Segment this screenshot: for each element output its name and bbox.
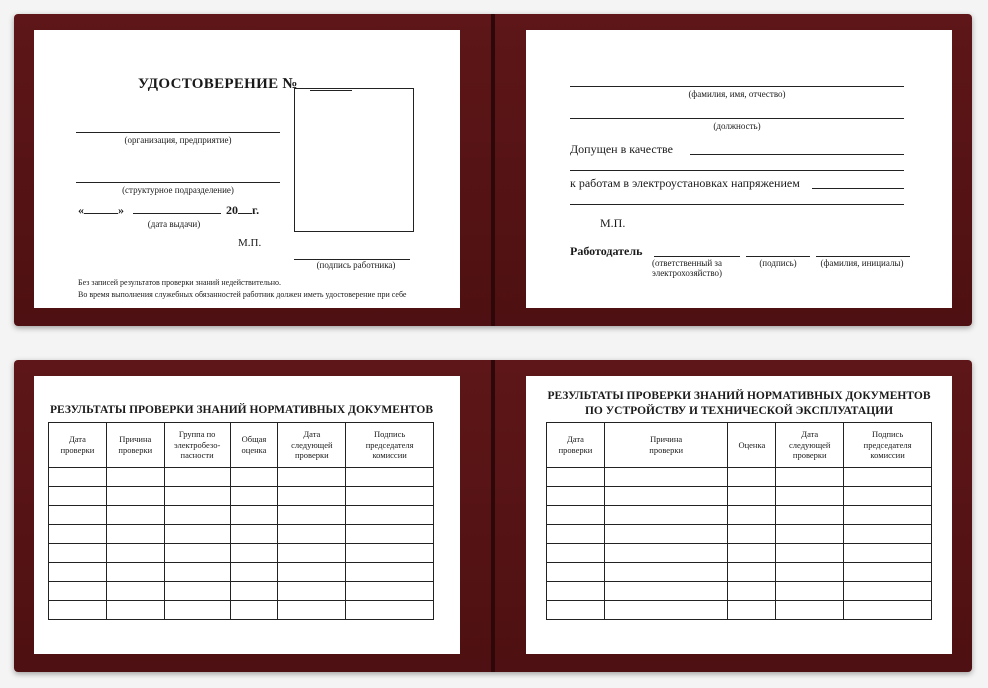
certificate-booklet-front bbox=[14, 14, 972, 326]
department-line bbox=[76, 182, 280, 183]
table-cell bbox=[728, 582, 776, 601]
organization-line bbox=[76, 132, 280, 133]
table-cell bbox=[278, 601, 346, 620]
table-row bbox=[547, 468, 932, 487]
table-cell bbox=[547, 544, 605, 563]
admitted-as-line bbox=[690, 154, 904, 155]
table-cell bbox=[106, 544, 164, 563]
issue-date-row bbox=[78, 203, 259, 218]
table-cell bbox=[844, 525, 932, 544]
table-cell bbox=[547, 468, 605, 487]
table-cell bbox=[278, 563, 346, 582]
table-row bbox=[49, 468, 434, 487]
table-row bbox=[547, 506, 932, 525]
issue-date-caption: (дата выдачи) bbox=[147, 219, 201, 229]
table-cell bbox=[49, 506, 107, 525]
table-cell bbox=[776, 487, 844, 506]
table-cell bbox=[106, 563, 164, 582]
table-cell bbox=[604, 487, 728, 506]
table-cell bbox=[844, 563, 932, 582]
department-caption: (структурное подразделение) bbox=[122, 185, 234, 195]
table-cell bbox=[604, 601, 728, 620]
table-row bbox=[49, 563, 434, 582]
voltage-line-2 bbox=[570, 204, 904, 205]
table-cell bbox=[230, 506, 278, 525]
table-cell bbox=[604, 563, 728, 582]
admitted-as-label: Допущен в качестве bbox=[570, 142, 673, 156]
table-row bbox=[49, 544, 434, 563]
table-row bbox=[49, 582, 434, 601]
table-cell bbox=[164, 582, 230, 601]
table-cell bbox=[844, 487, 932, 506]
employer-name-caption: (фамилия, инициалы) bbox=[820, 258, 904, 268]
table-cell bbox=[604, 468, 728, 487]
table-cell bbox=[230, 601, 278, 620]
table-cell bbox=[49, 563, 107, 582]
table-cell bbox=[346, 506, 434, 525]
table-cell bbox=[728, 544, 776, 563]
results-left-header-cell: Подпись председателя комиссии bbox=[346, 423, 434, 468]
table-row bbox=[49, 487, 434, 506]
table-cell bbox=[844, 468, 932, 487]
table-cell bbox=[106, 582, 164, 601]
table-cell bbox=[164, 487, 230, 506]
table-cell bbox=[844, 506, 932, 525]
table-cell bbox=[844, 601, 932, 620]
results-table-left bbox=[48, 422, 434, 620]
table-cell bbox=[547, 525, 605, 544]
results-table-right bbox=[546, 422, 932, 620]
admitted-as-line-2 bbox=[570, 170, 904, 171]
stamp-label-right: М.П. bbox=[600, 216, 626, 230]
worker-signature-caption: (подпись работника) bbox=[316, 260, 396, 270]
table-cell bbox=[164, 468, 230, 487]
certificate-details-page-right bbox=[526, 30, 952, 308]
table-cell bbox=[164, 601, 230, 620]
table-cell bbox=[278, 468, 346, 487]
results-left-header-cell: Дата следующей проверки bbox=[278, 423, 346, 468]
results-right-header-cell: Причина проверки bbox=[604, 423, 728, 468]
certificate-title: УДОСТОВЕРЕНИЕ № bbox=[138, 76, 298, 92]
day-blank bbox=[84, 213, 118, 214]
table-cell bbox=[230, 582, 278, 601]
table-cell bbox=[106, 468, 164, 487]
table-cell bbox=[278, 544, 346, 563]
table-row bbox=[547, 601, 932, 620]
month-blank bbox=[133, 213, 221, 214]
validity-note: Без записей результатов проверки знаний недействительно. bbox=[78, 278, 282, 287]
position-line bbox=[570, 118, 904, 119]
table-cell bbox=[346, 601, 434, 620]
table-cell bbox=[49, 468, 107, 487]
table-cell bbox=[49, 544, 107, 563]
stamp-label: М.П. bbox=[238, 237, 262, 249]
results-page-left bbox=[34, 376, 460, 654]
table-cell bbox=[230, 525, 278, 544]
results-right-header-row bbox=[547, 423, 932, 468]
table-cell bbox=[547, 563, 605, 582]
table-cell bbox=[278, 525, 346, 544]
certificate-booklet-inner bbox=[14, 360, 972, 672]
certificate-cover-page-left bbox=[34, 30, 460, 308]
table-row bbox=[547, 563, 932, 582]
table-cell bbox=[776, 506, 844, 525]
table-cell bbox=[547, 506, 605, 525]
table-cell bbox=[230, 544, 278, 563]
results-right-header-cell: Оценка bbox=[728, 423, 776, 468]
table-cell bbox=[776, 582, 844, 601]
table-cell bbox=[106, 525, 164, 544]
voltage-work-label: к работам в электроустановках напряжением bbox=[570, 176, 800, 190]
table-cell bbox=[728, 601, 776, 620]
results-right-header-cell: Подпись председателя комиссии bbox=[844, 423, 932, 468]
table-cell bbox=[278, 487, 346, 506]
results-left-header-cell: Дата проверки bbox=[49, 423, 107, 468]
table-row bbox=[547, 582, 932, 601]
table-cell bbox=[604, 506, 728, 525]
table-cell bbox=[844, 544, 932, 563]
results-title-left: РЕЗУЛЬТАТЫ ПРОВЕРКИ ЗНАНИЙ НОРМАТИВНЫХ ДОКУМЕНТОВ bbox=[50, 404, 434, 416]
table-cell bbox=[547, 487, 605, 506]
responsible-caption: (ответственный за электрохозяйство) bbox=[652, 258, 723, 278]
table-cell bbox=[49, 582, 107, 601]
table-cell bbox=[728, 506, 776, 525]
table-cell bbox=[604, 544, 728, 563]
table-cell bbox=[776, 525, 844, 544]
table-cell bbox=[164, 544, 230, 563]
table-cell bbox=[278, 506, 346, 525]
table-cell bbox=[346, 544, 434, 563]
booklet-spine-2 bbox=[491, 360, 495, 672]
results-left-header-cell: Общая оценка bbox=[230, 423, 278, 468]
table-cell bbox=[776, 563, 844, 582]
table-cell bbox=[346, 468, 434, 487]
employer-signature-caption: (подпись) bbox=[759, 258, 797, 268]
photo-placeholder bbox=[294, 88, 414, 232]
table-cell bbox=[49, 487, 107, 506]
year-suffix: г. bbox=[252, 203, 260, 217]
table-cell bbox=[346, 582, 434, 601]
table-cell bbox=[776, 601, 844, 620]
table-cell bbox=[106, 601, 164, 620]
table-cell bbox=[346, 525, 434, 544]
table-cell bbox=[164, 563, 230, 582]
table-row bbox=[547, 487, 932, 506]
table-cell bbox=[49, 525, 107, 544]
table-cell bbox=[728, 525, 776, 544]
table-row bbox=[547, 544, 932, 563]
results-right-header-cell: Дата следующей проверки bbox=[776, 423, 844, 468]
results-left-header-row bbox=[49, 423, 434, 468]
full-name-caption: (фамилия, имя, отчество) bbox=[688, 89, 786, 99]
table-cell bbox=[547, 601, 605, 620]
position-caption: (должность) bbox=[713, 121, 761, 131]
voltage-line bbox=[812, 188, 904, 189]
table-cell bbox=[346, 487, 434, 506]
table-cell bbox=[230, 468, 278, 487]
quote-open: « bbox=[78, 203, 84, 217]
full-name-line bbox=[570, 86, 904, 87]
table-row bbox=[547, 525, 932, 544]
table-cell bbox=[230, 487, 278, 506]
table-cell bbox=[728, 487, 776, 506]
year-blank bbox=[238, 213, 252, 214]
results-right-header-cell: Дата проверки bbox=[547, 423, 605, 468]
table-cell bbox=[164, 506, 230, 525]
table-cell bbox=[278, 582, 346, 601]
results-title-right-line2: ПО УСТРОЙСТВУ И ТЕХНИЧЕСКОЙ ЭКСПЛУАТАЦИИ bbox=[584, 405, 894, 417]
table-cell bbox=[728, 563, 776, 582]
table-row bbox=[49, 525, 434, 544]
results-left-header-cell: Причина проверки bbox=[106, 423, 164, 468]
carry-note: Во время выполнения служебных обязанностей работник должен иметь удостоверение при себе bbox=[78, 290, 407, 299]
table-cell bbox=[844, 582, 932, 601]
quote-close: » bbox=[118, 203, 124, 217]
table-cell bbox=[230, 563, 278, 582]
table-cell bbox=[547, 582, 605, 601]
table-cell bbox=[164, 525, 230, 544]
table-cell bbox=[346, 563, 434, 582]
table-cell bbox=[776, 468, 844, 487]
booklet-spine bbox=[491, 14, 495, 326]
year-prefix: 20 bbox=[226, 203, 238, 217]
employer-label: Работодатель bbox=[570, 244, 643, 258]
organization-caption: (организация, предприятие) bbox=[124, 135, 232, 145]
table-row bbox=[49, 601, 434, 620]
employer-signature-line bbox=[746, 256, 810, 257]
table-cell bbox=[49, 601, 107, 620]
table-cell bbox=[106, 487, 164, 506]
table-cell bbox=[106, 506, 164, 525]
results-left-header-cell: Группа по электробезо- пасности bbox=[164, 423, 230, 468]
results-page-right bbox=[526, 376, 952, 654]
table-cell bbox=[728, 468, 776, 487]
table-cell bbox=[604, 582, 728, 601]
responsible-line bbox=[654, 256, 740, 257]
employer-name-line bbox=[816, 256, 910, 257]
table-cell bbox=[604, 525, 728, 544]
table-row bbox=[49, 506, 434, 525]
results-title-right-line1: РЕЗУЛЬТАТЫ ПРОВЕРКИ ЗНАНИЙ НОРМАТИВНЫХ ДОКУМЕНТОВ bbox=[547, 390, 931, 402]
table-cell bbox=[776, 544, 844, 563]
